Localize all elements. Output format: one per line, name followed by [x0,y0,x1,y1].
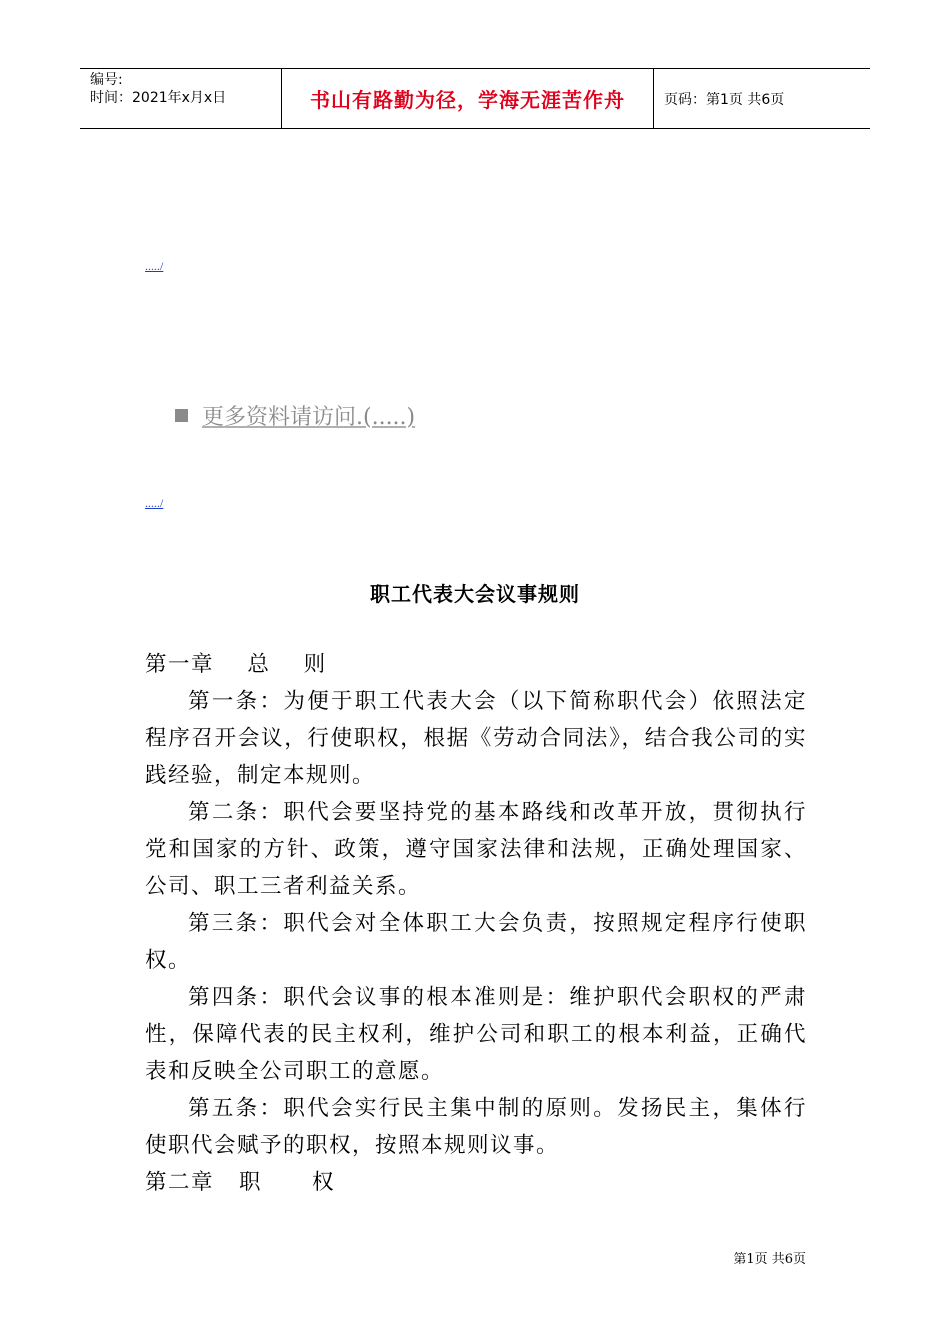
motto: 书山有路勤为径，学海无涯苦作舟 [310,88,625,112]
article-paragraph: 第三条：职代会对全体职工大会负责，按照规定程序行使职权。 [145,911,807,973]
article-paragraph: 第五条：职代会实行民主集中制的原则。发扬民主，集体行使职代会赋予的职权，按照本规则议事。 [145,1096,807,1158]
time-label: 时间：2021年x月x日 [90,90,227,106]
article-paragraph: 第二条：职代会要坚持党的基本路线和改革开放，贯彻执行党和国家的方针、政策，遵守国家法律和法规，正确处理国家、公司、职工三者利益关系。 [145,800,807,899]
square-bullet-icon [175,409,188,422]
article-paragraph: 第四条：职代会议事的根本准则是：维护职代会职权的严肃性，保障代表的民主权利，维护公司和职工的根本利益，正确代表和反映全公司职工的意愿。 [145,985,807,1084]
page-info: 页码：第1页 共6页 [664,91,785,108]
chapter-heading: 第二章 职 权 [145,1170,336,1195]
document-header [80,68,870,129]
top-link[interactable]: ...../ [145,259,164,273]
number-label: 编号: [90,72,123,88]
header-meta-cell [80,69,282,128]
bottom-link[interactable]: ...../ [145,496,164,510]
more-resources[interactable] [175,400,415,431]
article-paragraph: 第一条：为便于职工代表大会（以下简称职代会）依照法定程序召开会议，行使职权，根据《劳动合同法》，结合我公司的实践经验，制定本规则。 [145,689,807,788]
more-resources-link[interactable]: 更多资料请访问.(.....) [202,405,416,430]
header-motto-cell [282,69,654,128]
chapter-heading: 第一章 总 则 [145,652,327,677]
document-title: 职工代表大会议事规则 [370,582,580,606]
page-footer: 第1页 共6页 [733,1252,806,1267]
document-body [145,646,807,1201]
header-page-cell [654,69,870,128]
